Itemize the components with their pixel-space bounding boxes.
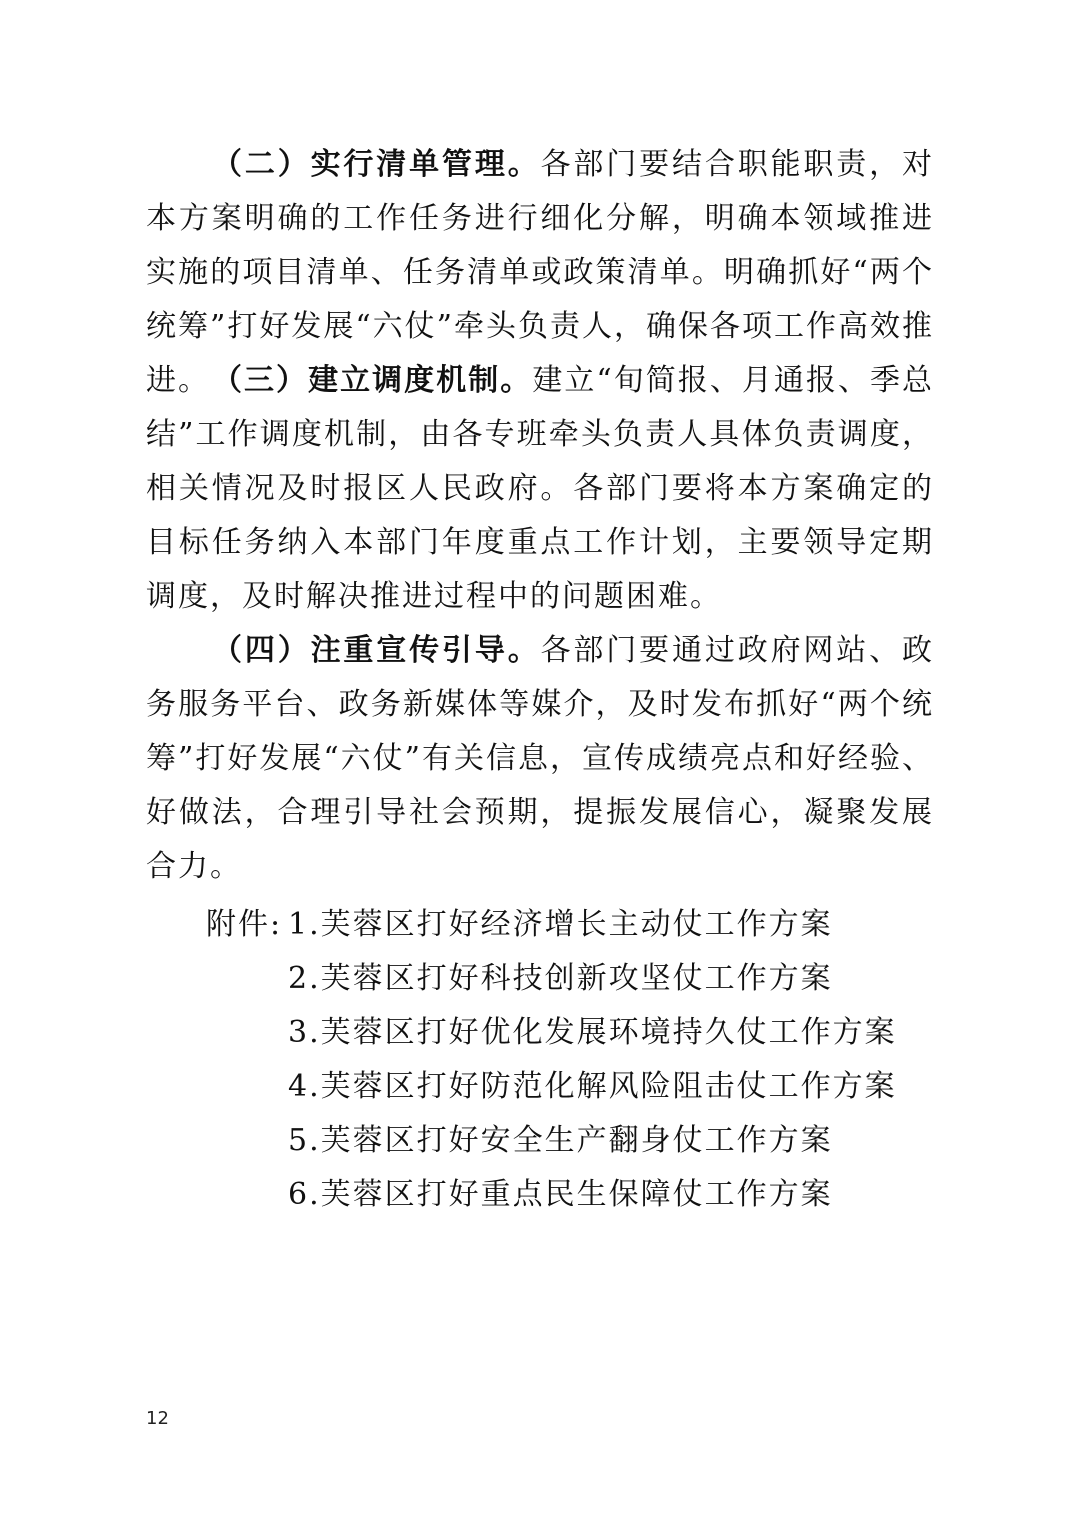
attachment-item: 3.芙蓉区打好优化发展环境持久仗工作方案 [288, 1015, 897, 1050]
attachments-list [288, 898, 897, 1222]
paragraph-publicity-guidance [146, 624, 934, 894]
attachment-item: 5.芙蓉区打好安全生产翻身仗工作方案 [288, 1123, 833, 1158]
paragraph-heading: （三）建立调度机制。 [212, 363, 533, 398]
attachment-item: 4.芙蓉区打好防范化解风险阻击仗工作方案 [288, 1069, 897, 1104]
attachments-label: 附件: [206, 907, 283, 942]
paragraph-body: 建立“旬简报、月通报、季总结”工作调度机制，由各专班牵头负责人具体负责调度，相关情况及时报区人民政府。各部门要将本方案确定的目标任务纳入本部门年度重点工作计划，主要领导定期调度，及时解决推进过程中的问题困难。 [146, 363, 935, 614]
page-number: 12 [146, 1408, 169, 1429]
paragraph-dispatch-mechanism [146, 354, 934, 624]
paragraph-heading: （二）实行清单管理。 [212, 147, 541, 182]
attachment-item: 2.芙蓉区打好科技创新攻坚仗工作方案 [288, 961, 833, 996]
attachment-item: 1.芙蓉区打好经济增长主动仗工作方案 [288, 907, 833, 942]
attachment-item: 6.芙蓉区打好重点民生保障仗工作方案 [288, 1177, 833, 1212]
paragraph-heading: （四）注重宣传引导。 [212, 633, 541, 668]
paragraph-body: 各部门要结合职能职责，对本方案明确的工作任务进行细化分解，明确本领域推进实施的项目清单、任务清单或政策清单。明确抓好“两个统筹”打好发展“六仗”牵头负责人，确保各项工作高效推进。 [146, 147, 935, 398]
paragraph-body: 各部门要通过政府网站、政务服务平台、政务新媒体等媒介，及时发布抓好“两个统筹”打好发展“六仗”有关信息，宣传成绩亮点和好经验、好做法，合理引导社会预期，提振发展信心，凝聚发展合力。 [146, 633, 935, 884]
